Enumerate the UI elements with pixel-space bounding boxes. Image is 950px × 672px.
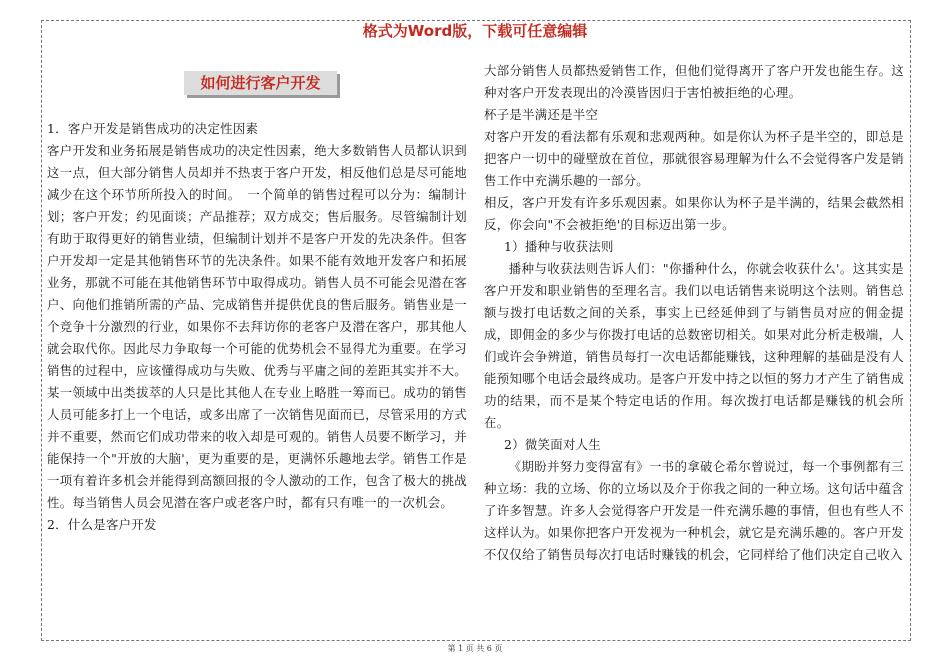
paragraph: 《期盼并努力变得富有》一书的拿破仑希尔曾说过，每一个事例都有三种立场：我的立场、你的立场以及介于你我之间的一种立场。这句话中蕴含了许多智慧。许多人会觉得客户开发是一件充满乐趣的事情，但也有些人不这样认为。如果你把客户开发视为一种机会，就它是充满乐趣的。客户开发不仅仅给了销售员每次打电话时赚钱的机会，它同样给了他们决定自己收入 xyxy=(484,459,904,562)
subheading-cup: 杯子是半满还是半空 xyxy=(484,107,599,122)
paragraph: 客户开发和业务拓展是销售成功的决定性因素，绝大多数销售人员都认识到这一点，但大部分销售人员却并不热衷于客户开发，相反他们总是尽可能地减少在这个环节所所投入的时间。 一个简单的销售过程可以分为：编制计划；客户开发；约见面谈；产品推荐；双方成交；售后服务。尽管编制计划有助于取得更好的销售业绩，但编制计划并不是客户开发的先决条件。但客户开发却一定是其他销售环节的先决条件。如果不能有效地开发客户和拓展业务，那就不可能在其他销售环节中取得成功。销售人员不可能会见潜在客户、向他们推销所需的产品、完成销售并提供优良的售后服务。销售业是一个竞争十分激烈的行业，如果你不去拜访你的老客户及潜在客户，那其他人就会取代你。因此尽力争取每一个可能的优势机会不显得尤为重要。在学习销售的过程中，应该懂得成功与失败、优秀与平庸之间的差距其实并不大。某一领域中出类拔萃的人只是比其他人在专业上略胜一筹而已。成功的销售人员可能多打上一个电话，或多出席了一次销售见面而已，尽管采用的方式并不重要，然而它们成功带来的收入却是可观的。销售人员要不断学习，并能保持一个"开放的大脑'，更为重要的是，更满怀乐趣地去学。销售工作是一项有着许多机会并能得到高额回报的令人激动的工作，包含了极大的挑战性。每当销售人员会见潜在客户或老客户时，都有只有唯一的一次机会。 xyxy=(47,143,467,510)
paragraph: 播种与收获法则告诉人们："你播种什么，你就会收获什么'。这其实是客户开发和职业销售的至理名言。我们以电话销售来说明这个法则。销售总额与拨打电话数之间的关系，事实上已经延伸到了与销售员对应的佣金提成，即佣金的多少与你拨打电话的总数密切相关。如果对此分析走极端，人们或许会争辨道，销售员每打一次电话都能赚钱，这种理解的基础是没有人能预知哪个电话会最终成功。是客户开发中持之以恒的努力才产生了销售成功的结果，而不是某个特定电话的作用。每次拨打电话都是赚钱的机会所在。 xyxy=(484,261,904,430)
paragraph: 大部分销售人员都热爱销售工作，但他们觉得离开了客户开发也能生存。这种对客户开发表现出的冷漠皆因归于害怕被拒绝的心理。 xyxy=(484,63,904,100)
left-column xyxy=(47,118,467,536)
page-number: 第 1 页 共 6 页 xyxy=(447,644,503,653)
subheading-sowing: 1）播种与收获法则 xyxy=(504,239,614,254)
right-column xyxy=(484,60,904,566)
subheading-smile: 2）微笑面对人生 xyxy=(504,437,602,452)
document-title: 如何进行客户开发 xyxy=(184,71,337,95)
format-banner: 格式为Word版，下载可任意编辑 xyxy=(362,22,588,40)
section-heading-1: 1．客户开发是销售成功的决定性因素 xyxy=(47,121,259,136)
paragraph: 对客户开发的看法都有乐观和悲观两种。如是你认为杯子是半空的，即总是把客户一切中的碰壁放在首位，那就很容易理解为什么不会觉得客户发是销售工作中充满乐趣的一部分。 xyxy=(484,129,904,188)
section-heading-2: 2．什么是客户开发 xyxy=(47,517,157,532)
paragraph: 相反，客户开发有许多乐观因素。如果你认为杯子是半满的，结果会截然相反，你会向"不会被拒绝'的目标迈出第一步。 xyxy=(484,195,904,232)
